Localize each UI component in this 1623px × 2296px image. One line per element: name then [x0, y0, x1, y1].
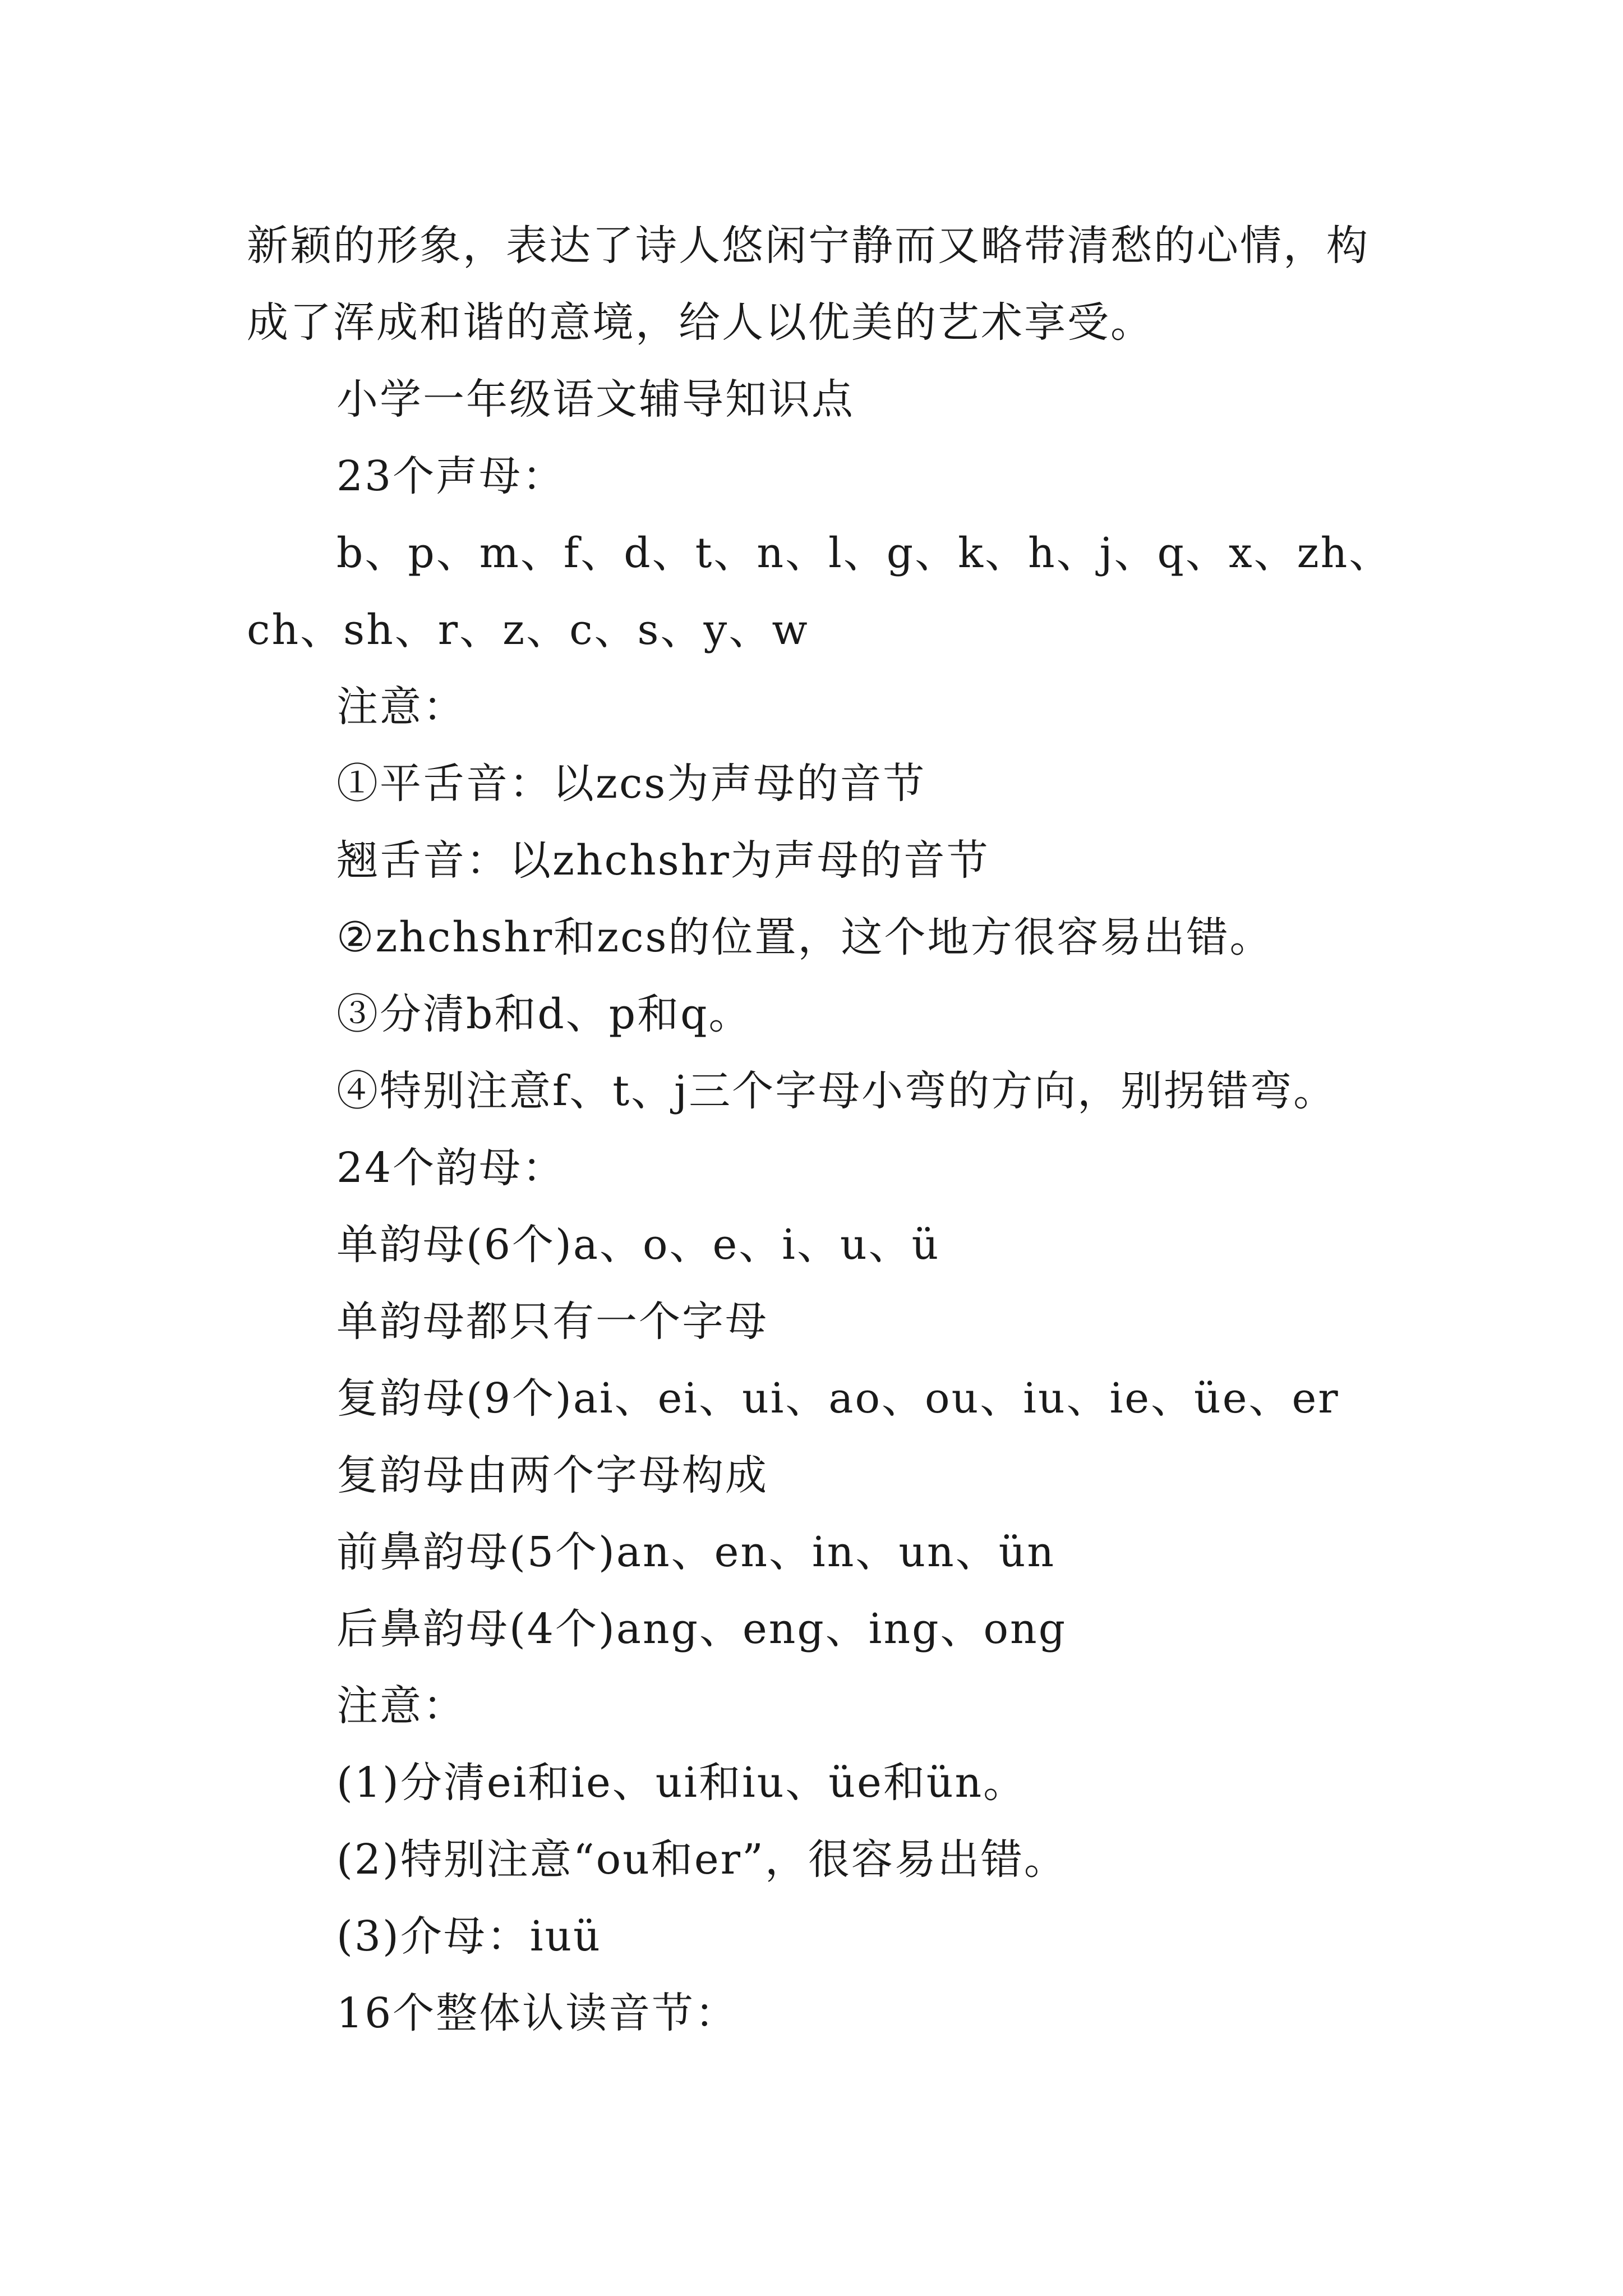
subheading-syllables: 16个整体认读音节：	[336, 1989, 739, 2037]
finals-item: 复韵母由两个字母构成	[336, 1451, 768, 1499]
finals-item: 后鼻韵母(4个)ang、eng、ing、ong	[336, 1605, 1067, 1653]
finals-item: 单韵母都只有一个字母	[336, 1297, 768, 1346]
finals-item: 复韵母(9个)ai、ei、ui、ao、ou、iu、ie、üe、er	[336, 1374, 1340, 1423]
subheading-finals: 24个韵母：	[336, 1144, 566, 1192]
note-item: ③分清b和d、p和q。	[336, 990, 752, 1038]
note-heading: 注意：	[336, 1682, 466, 1730]
note-heading: 注意：	[336, 683, 466, 731]
note-item: ④特别注意f、t、j三个字母小弯的方向，别拐错弯。	[336, 1067, 1337, 1115]
section-heading: 小学一年级语文辅导知识点	[336, 375, 855, 424]
finals-item: 单韵母(6个)a、o、e、i、u、ü	[336, 1221, 940, 1269]
paragraph-line: 成了浑成和谐的意境，给人以优美的艺术享受。	[247, 298, 1154, 347]
note-item: (2)特别注意“ou和er”，很容易出错。	[336, 1835, 1067, 1884]
finals-item: 前鼻韵母(5个)an、en、in、un、ün	[336, 1528, 1056, 1576]
initials-list-line: ch、sh、r、z、c、s、y、w	[247, 606, 809, 654]
document-body	[247, 208, 1391, 2052]
subheading-initials: 23个声母：	[336, 452, 566, 500]
initials-list-line: b、p、m、f、d、t、n、l、g、k、h、j、q、x、zh、	[336, 529, 1393, 577]
note-item: (3)介母：iuü	[336, 1912, 602, 1961]
note-item: 翘舌音：以zhchshr为声母的音节	[336, 836, 990, 885]
paragraph-line: 新颖的形象，表达了诗人悠闲宁静而又略带清愁的心情，构	[247, 222, 1370, 270]
note-item: (1)分清ei和ie、ui和iu、üe和ün。	[336, 1759, 1027, 1807]
note-item: ②zhchshr和zcs的位置，这个地方很容易出错。	[336, 913, 1273, 961]
note-item: ①平舌音：以zcs为声母的音节	[336, 760, 926, 808]
